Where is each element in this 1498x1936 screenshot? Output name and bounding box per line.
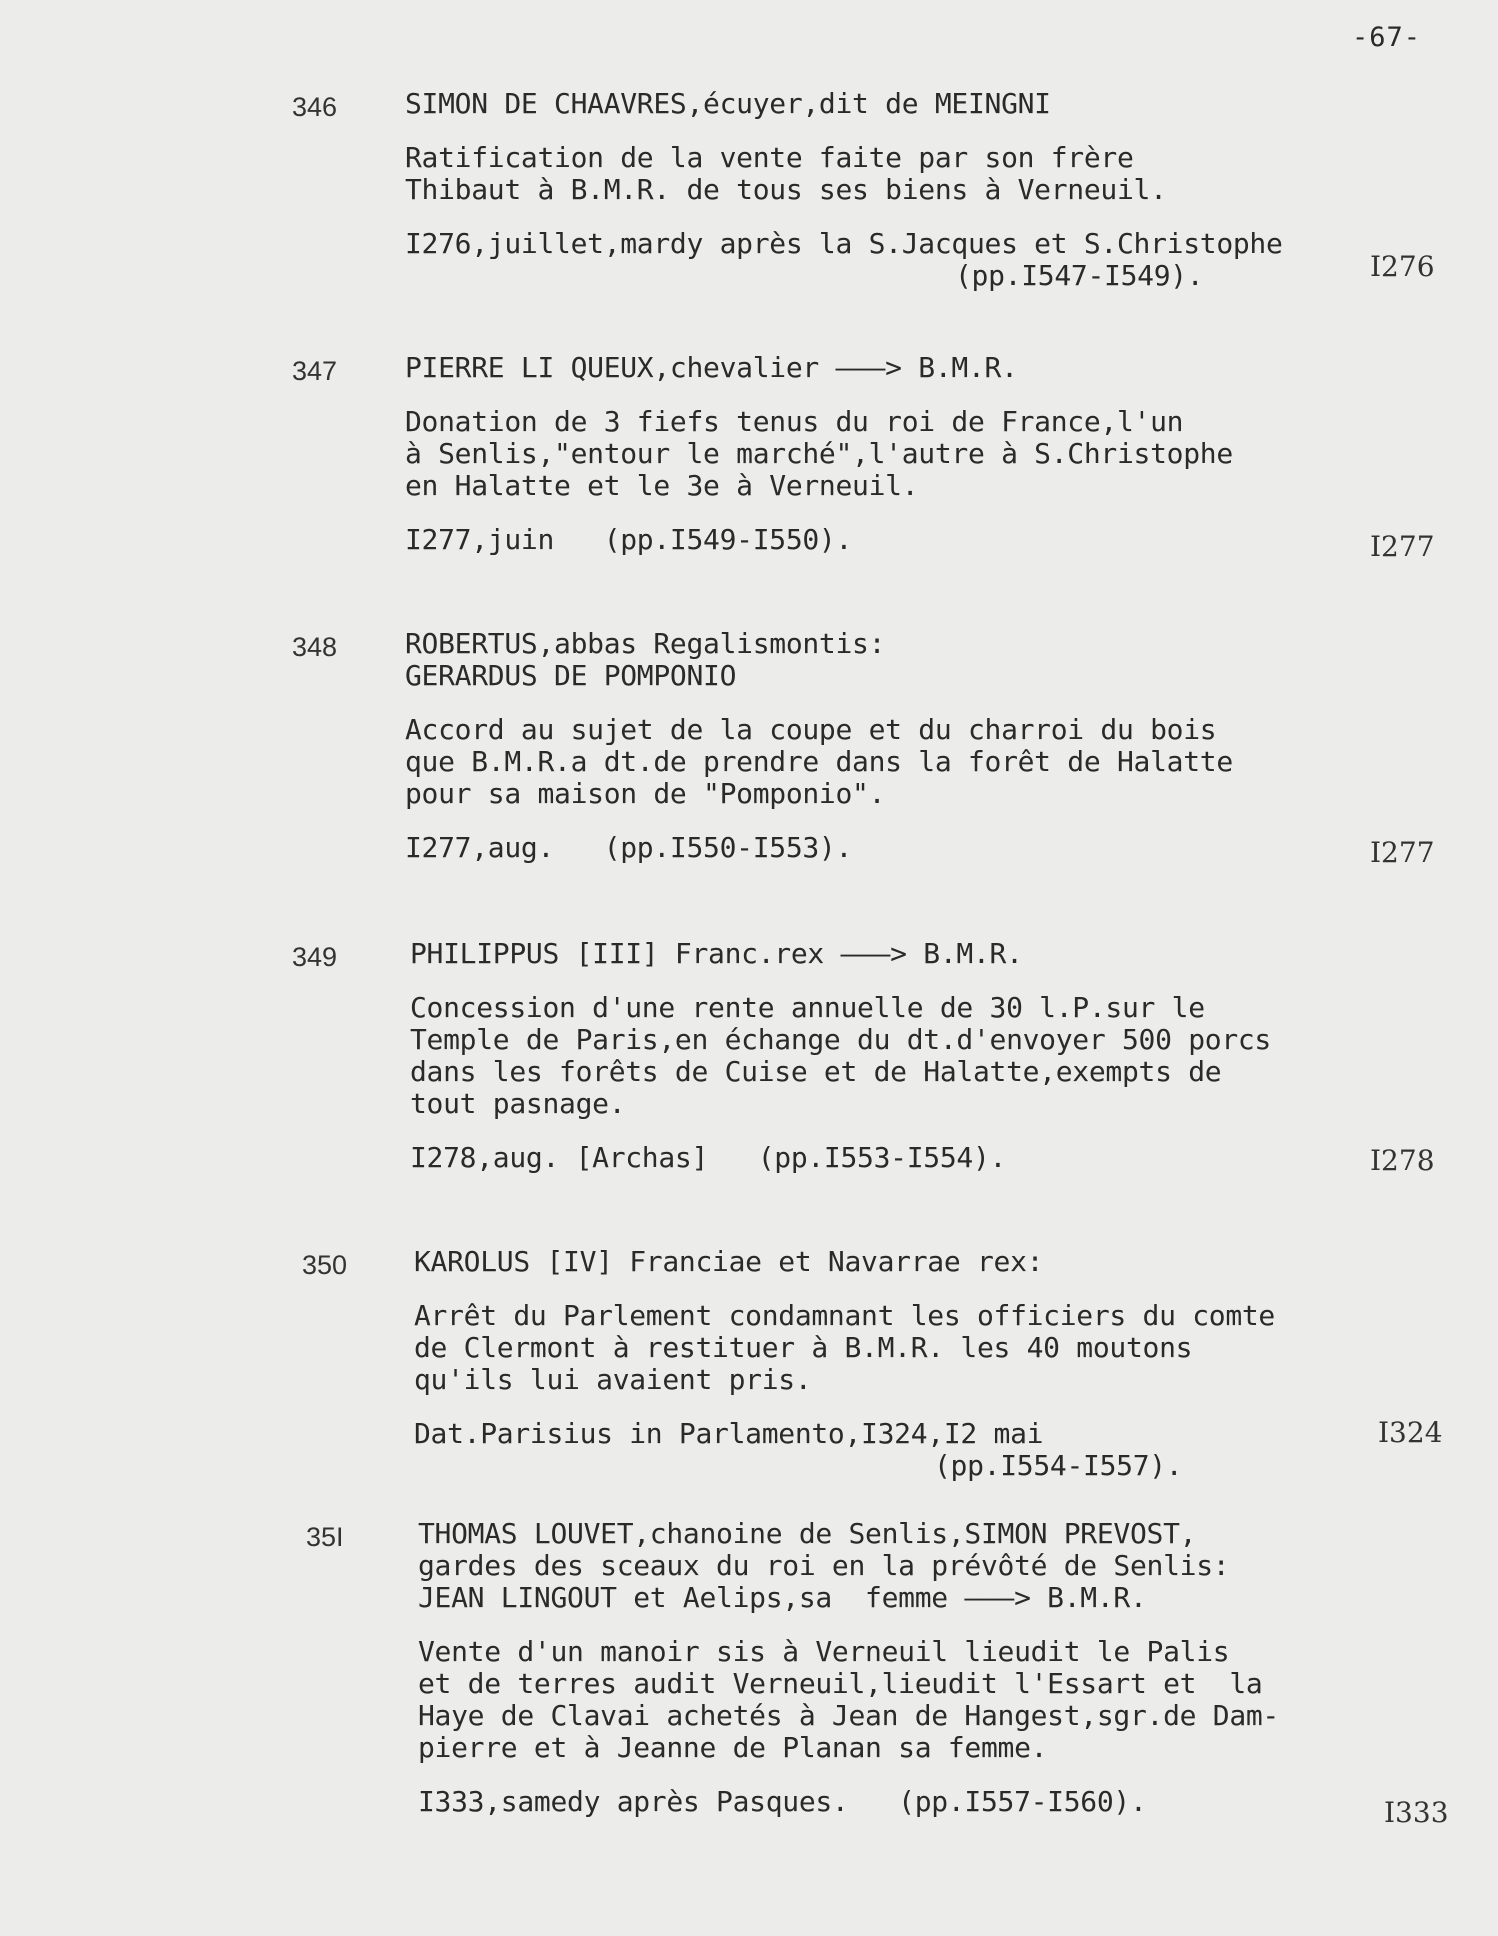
body-line: Ratification de la vente faite par son frère — [405, 141, 1134, 174]
body-line: Thibaut à B.M.R. de tous ses biens à Verneuil. — [405, 173, 1167, 206]
body-line: Haye de Clavai achetés à Jean de Hangest,sgr.de Dam- — [418, 1699, 1279, 1732]
year-margin: I277 — [1370, 836, 1435, 869]
entry-heading: GERARDUS DE POMPONIO — [405, 659, 737, 692]
year-margin: I333 — [1384, 1796, 1449, 1829]
entry-content — [405, 88, 1365, 292]
entry-number: 347 — [292, 356, 338, 386]
entry-heading: gardes des sceaux du roi en la prévôté de Senlis: — [418, 1549, 1230, 1582]
date-line: I276,juillet,mardy après la S.Jacques et S.Christophe — [405, 227, 1283, 260]
entry-date — [405, 832, 1365, 864]
year-margin: I277 — [1370, 530, 1435, 563]
page-number: -67- — [1352, 22, 1422, 53]
entry-number: 348 — [292, 632, 338, 662]
body-line: pour sa maison de "Pomponio". — [405, 777, 886, 810]
entry-body — [405, 142, 1365, 206]
body-line: de Clermont à restituer à B.M.R. les 40 moutons — [414, 1331, 1193, 1364]
year-margin: I278 — [1370, 1144, 1435, 1177]
entry-body — [418, 1636, 1378, 1764]
body-line: Donation de 3 fiefs tenus du roi de France,l'un — [405, 405, 1184, 438]
entry-body — [405, 406, 1365, 502]
entry-date — [410, 1142, 1370, 1174]
entry-heading: THOMAS LOUVET,chanoine de Senlis,SIMON PREVOST, — [418, 1517, 1197, 1550]
year-margin: I324 — [1378, 1416, 1443, 1449]
entry-content — [418, 1518, 1378, 1818]
entry-date — [414, 1418, 1374, 1482]
entry-heading: JEAN LINGOUT et Aelips,sa femme ———> B.M.R. — [418, 1581, 1147, 1614]
body-line: qu'ils lui avaient pris. — [414, 1363, 812, 1396]
date-line: (pp.I547-I549). — [955, 259, 1204, 292]
entry-body — [414, 1300, 1374, 1396]
entry-heading: ROBERTUS,abbas Regalismontis: — [405, 627, 886, 660]
entry-body — [405, 714, 1365, 810]
body-line: que B.M.R.a dt.de prendre dans la forêt de Halatte — [405, 745, 1233, 778]
body-line: tout pasnage. — [410, 1087, 626, 1120]
entry-content — [414, 1246, 1374, 1482]
date-line: I277,juin (pp.I549-I550). — [405, 523, 853, 556]
entry-heading: PIERRE LI QUEUX,chevalier ———> B.M.R. — [405, 351, 1018, 384]
entry-heading: PHILIPPUS [III] Franc.rex ———> B.M.R. — [410, 937, 1023, 970]
date-line: I278,aug. [Archas] (pp.I553-I554). — [410, 1141, 1007, 1174]
entry-number: 35I — [306, 1522, 344, 1552]
entry-date — [405, 524, 1365, 556]
body-line: Concession d'une rente annuelle de 30 l.P.sur le — [410, 991, 1205, 1024]
entry-date — [405, 228, 1365, 292]
entry-number: 349 — [292, 942, 338, 972]
body-line: Arrêt du Parlement condamnant les officiers du comte — [414, 1299, 1275, 1332]
entry-number: 346 — [292, 92, 338, 122]
date-line: I277,aug. (pp.I550-I553). — [405, 831, 853, 864]
year-margin: I276 — [1370, 250, 1435, 283]
date-line: I333,samedy après Pasques. (pp.I557-I560). — [418, 1785, 1147, 1818]
entry-content — [405, 352, 1365, 556]
body-line: Vente d'un manoir sis à Verneuil lieudit le Palis — [418, 1635, 1230, 1668]
date-line: (pp.I554-I557). — [934, 1449, 1183, 1482]
entry-date — [418, 1786, 1378, 1818]
body-line: pierre et à Jeanne de Planan sa femme. — [418, 1731, 1048, 1764]
body-line: et de terres audit Verneuil,lieudit l'Essart et la — [418, 1667, 1263, 1700]
body-line: en Halatte et le 3e à Verneuil. — [405, 469, 919, 502]
entry-heading: SIMON DE CHAAVRES,écuyer,dit de MEINGNI — [405, 87, 1051, 120]
entry-number: 350 — [302, 1250, 348, 1280]
entry-content — [410, 938, 1370, 1174]
entry-body — [410, 992, 1370, 1120]
date-line: Dat.Parisius in Parlamento,I324,I2 mai — [414, 1417, 1044, 1450]
entry-content — [405, 628, 1365, 864]
body-line: à Senlis,"entour le marché",l'autre à S.Christophe — [405, 437, 1233, 470]
body-line: Accord au sujet de la coupe et du charroi du bois — [405, 713, 1217, 746]
entry-heading: KAROLUS [IV] Franciae et Navarrae rex: — [414, 1245, 1044, 1278]
body-line: dans les forêts de Cuise et de Halatte,exempts de — [410, 1055, 1222, 1088]
body-line: Temple de Paris,en échange du dt.d'envoyer 500 porcs — [410, 1023, 1271, 1056]
